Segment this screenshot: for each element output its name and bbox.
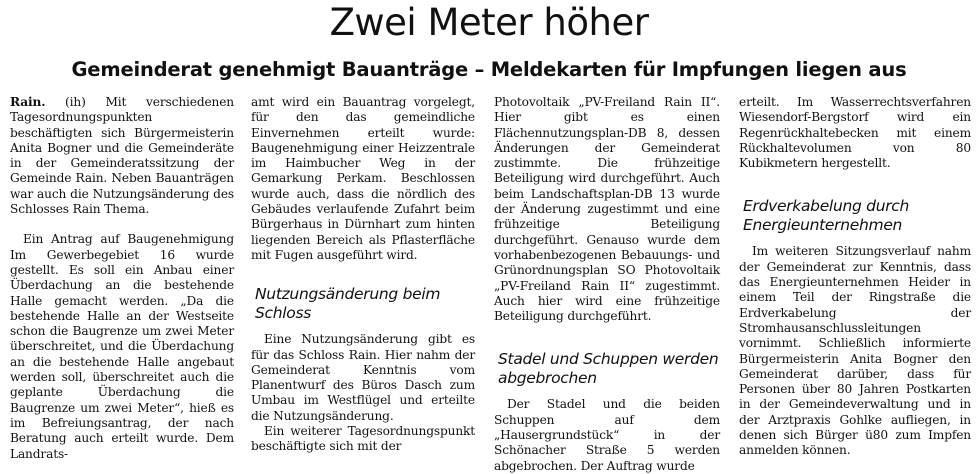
- headline: Zwei Meter höher: [329, 1, 649, 44]
- subheading-stadel: Stadel und Schuppen werden abgebrochen: [498, 350, 719, 388]
- column-2: [251, 95, 475, 464]
- body-paragraph: Eine Nutzungsänderung gibt es für das Schloss Rain. Hier nahm der Gemeinderat Kenntnis vom Planentwurf des Büros Dasch zum Umbau im Westflügel und erteilte die Nutzungsänderung.: [251, 332, 475, 423]
- subheading-nutzungsaenderung: Nutzungsänderung beim Schloss: [255, 285, 441, 323]
- body-paragraph: Ein Antrag auf Baugenehmigung Im Gewerbegebiet 16 wurde gestellt. Es soll ein Anbau einer Überdachung an die bestehende Halle gemacht werden. „Da die bestehende Halle an der Westseite schon die Baugrenze um zwei Meter überschreitet, und die Überdachung an die bestehende Halle angebaut werden soll, überschreitet auch die geplante Überdachung die Baugrenze um zwei Meter“, hieß es im Befreiungsantrag, der nach Beratung auch erteilt wurde. Dem Landrats-: [10, 232, 234, 461]
- subheadline: Gemeinderat genehmigt Bauanträge – Meldekarten für Impfungen liegen aus: [71, 58, 907, 81]
- body-paragraph: Ein weiterer Tagesordnungspunkt beschäftigte sich mit der: [251, 424, 475, 454]
- column-4: [739, 95, 971, 464]
- subheading-erdverkabelung: Erdverkabelung durch Energieunternehmen: [743, 197, 910, 235]
- body-paragraph: Der Stadel und die beiden Schuppen auf dem „Hausergrundstück“ in der Schönacher Straße 5 werden abgebrochen. Der Auftrag wurde: [494, 397, 720, 473]
- column-3: [494, 95, 720, 473]
- body-paragraph-continued: amt wird ein Bauantrag vorgelegt, für den das gemeindliche Einvernehmen erteilt wurde: Baugenehmigung einer Heizzentrale im Haimbucher Weg in der Gemarkung Perkam. Beschlossen wurde auch, dass die nördlich des Gebäudes verlaufende Zufahrt beim Bürgerhaus in Dürnhart zum hinten liegenden Bereich als Pflasterfläche mit Fugen ausgeführt wird.: [251, 95, 475, 262]
- column-1: [10, 95, 234, 464]
- intro-paragraph: [10, 95, 234, 217]
- body-paragraph-continued: Photovoltaik „PV-Freiland Rain II“. Hier gibt es einen Flächennutzungsplan-DB 8, dessen Änderungen der Gemeinderat zustimmte. Die frühzeitige Beteiligung wird durchgeführt. Auch beim Landschaftsplan-DB 13 wurde der Änderung zugestimmt und eine frühzeitige Beteiligung durchgeführt. Genauso wurde dem vorhabenbezogenen Bebauungs- und Grünordnungsplan SO Photovoltaik „PV-Freiland Rain II“ zugestimmt. Auch hier wird eine frühzeitige Beteiligung durchgeführt.: [494, 95, 720, 324]
- body-paragraph: Im weiteren Sitzungsverlauf nahm der Gemeinderat zur Kenntnis, dass das Energieunternehmen Heider in einem Teil der Ringstraße die Erdverkabelung der Stromhausanschlussleitungen vornimmt. Schließlich informierte Bürgermeisterin Anita Bogner den Gemeinderat darüber, dass für Personen über 80 Jahren Postkarten in der Gemeindeverwaltung und in der Arztpraxis Gohlke aufliegen, in denen sich Bürger ü80 zum Impfen anmelden können.: [739, 244, 971, 458]
- body-paragraph-continued: erteilt. Im Wasserrechtsverfahren Wiesendorf-Bergstorf wird ein Regenrückhaltebecken mit einem Rückhaltevolumen von 80 Kubikmetern hergestellt.: [739, 95, 971, 171]
- dateline: Rain.: [10, 95, 46, 109]
- intro-text: (ih) Mit verschiedenen Tagesordnungspunkten beschäftigten sich Bürgermeisterin Anita Bogner und die Gemeinderäte in der Gemeinderatssitzung der Gemeinde Rain. Neben Bauanträgen war auch die Nutzungsänderung des Schlosses Rain Thema.: [10, 95, 234, 217]
